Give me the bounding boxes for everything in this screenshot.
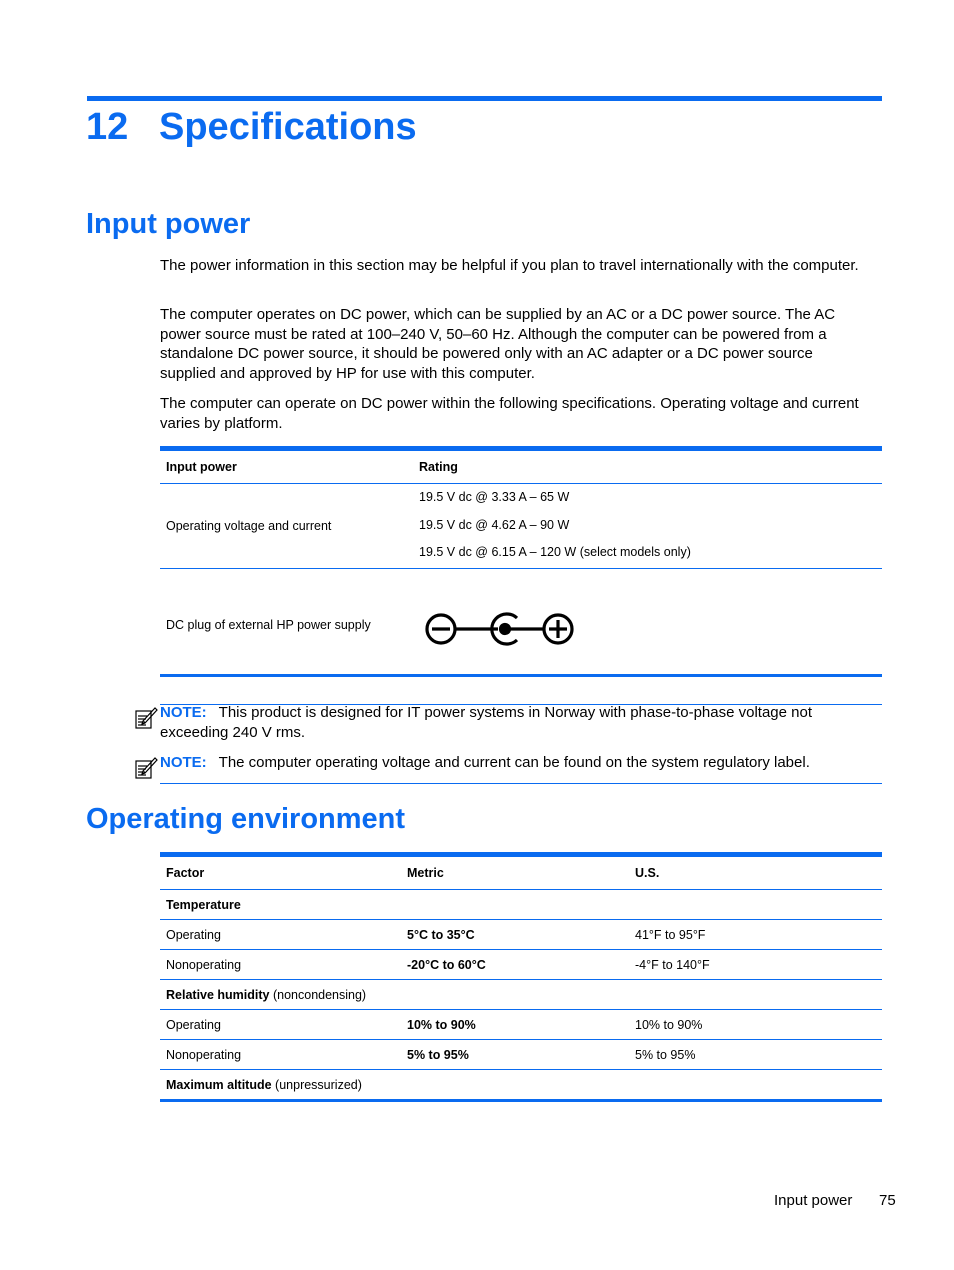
altitude-qualifier: (unpressurized): [271, 1077, 362, 1092]
note-label: NOTE:: [160, 754, 207, 771]
plug-label: DC plug of external HP power supply: [166, 618, 371, 632]
column-header-input-power: Input power: [160, 449, 413, 484]
table-row: [160, 890, 882, 920]
temperature-label: Temperature: [160, 890, 882, 920]
paragraph-3: The computer can operate on DC power within the following specifications. Operating voltage and current varies by platform.: [160, 395, 859, 432]
table-header-row: [160, 855, 882, 890]
page-number: 75: [879, 1192, 896, 1209]
factor-cell: Nonoperating: [160, 950, 401, 980]
metric-cell: 5% to 95%: [401, 1040, 629, 1070]
factor-cell: Nonoperating: [160, 1040, 401, 1070]
column-header-rating: Rating: [413, 449, 882, 484]
operating-environment-table: [160, 852, 882, 1102]
column-header-us: U.S.: [629, 855, 882, 890]
rating-90w: 19.5 V dc @ 4.62 A – 90 W: [419, 517, 570, 532]
note-label: NOTE:: [160, 704, 207, 721]
table-row: [160, 1040, 882, 1070]
altitude-title: Maximum altitude: [166, 1077, 272, 1092]
metric-cell: 10% to 90%: [401, 1010, 629, 1040]
humidity-title: Relative humidity: [166, 987, 270, 1002]
table-row: [160, 920, 882, 950]
metric-cell: 5°C to 35°C: [401, 920, 629, 950]
footer-section: Input power: [774, 1192, 853, 1209]
note-divider-bottom: [160, 783, 882, 784]
rating-list: [413, 484, 882, 569]
chapter-title-text: Specifications: [159, 106, 417, 148]
table-header-row: [160, 449, 882, 484]
us-cell: 41°F to 95°F: [629, 920, 882, 950]
chapter-title: [86, 106, 417, 149]
humidity-label: [160, 980, 882, 1010]
note-icon: [134, 756, 158, 780]
table-row: [160, 1070, 882, 1101]
dc-polarity-icon: [425, 609, 585, 659]
rating-120w: 19.5 V dc @ 6.15 A – 120 W (select models only): [419, 545, 691, 559]
paragraph-2: The computer operates on DC power, which can be supplied by an AC or a DC power source. The AC power source must be rated at 100–240 V, 50–60 Hz. Although the computer can be powered from a standalone DC power source, it should be powered only with an AC adapter or a DC power source supplied and approved by HP for use with this computer.: [160, 306, 836, 383]
us-cell: -4°F to 140°F: [629, 950, 882, 980]
us-cell: 5% to 95%: [629, 1040, 882, 1070]
rating-65w: 19.5 V dc @ 3.33 A – 65 W: [419, 490, 570, 504]
note-text: This product is designed for IT power systems in Norway with phase-to-phase voltage not exceeding 240 V rms.: [160, 704, 813, 741]
column-header-factor: Factor: [160, 855, 401, 890]
table-row: [160, 1010, 882, 1040]
factor-cell: Operating: [160, 920, 401, 950]
humidity-qualifier: (noncondensing): [269, 987, 367, 1002]
input-power-table: [160, 446, 882, 677]
plug-symbol-cell: [413, 569, 882, 676]
operating-environment-heading: Operating environment: [86, 803, 406, 835]
metric-cell: -20°C to 60°C: [401, 950, 629, 980]
voltage-label: Operating voltage and current: [160, 484, 413, 569]
table-row: [160, 950, 882, 980]
chapter-rule: [87, 96, 882, 101]
note-regulatory-label: [160, 753, 872, 773]
table-row: [160, 569, 882, 676]
table-row: [160, 980, 882, 1010]
note-norway: [160, 703, 872, 742]
column-header-metric: Metric: [401, 855, 629, 890]
paragraph-1: The power information in this section may be helpful if you plan to travel internationally with the computer.: [160, 257, 859, 274]
factor-cell: Operating: [160, 1010, 401, 1040]
note-icon: [134, 706, 158, 730]
note-text: The computer operating voltage and current can be found on the system regulatory label.: [218, 754, 810, 771]
chapter-number: 12: [86, 106, 129, 148]
table-row: [160, 484, 882, 569]
us-cell: 10% to 90%: [629, 1010, 882, 1040]
altitude-label: [160, 1070, 882, 1101]
input-power-heading: Input power: [86, 208, 251, 240]
